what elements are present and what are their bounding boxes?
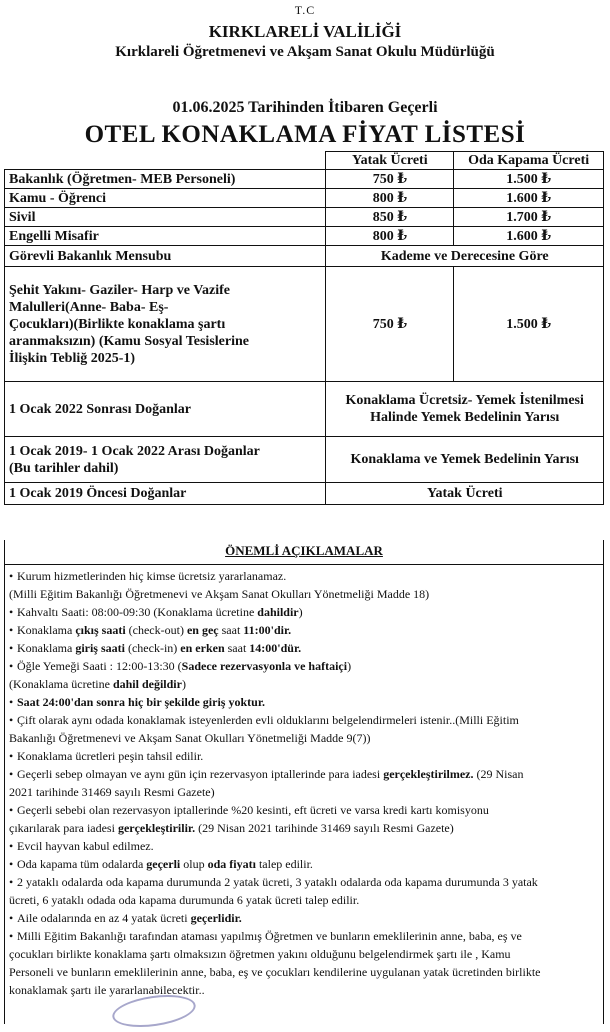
row-room-price: 1.700 ₺: [454, 208, 604, 227]
note-item: [9, 567, 599, 585]
bullet-icon: •: [9, 695, 14, 709]
row-bed-price: 850 ₺: [326, 208, 454, 227]
note-emphasis: 11:00'dir.: [243, 623, 292, 637]
header-governorship: KIRKLARELİ VALİLİĞİ: [208, 22, 402, 41]
note-item: [9, 783, 599, 801]
row-room-price: 1.600 ₺: [454, 189, 604, 208]
row-label: Engelli Misafir: [5, 227, 326, 246]
note-item: [9, 891, 599, 909]
row-label-born-2022: 1 Ocak 2022 Sonrası Doğanlar: [5, 382, 326, 437]
bullet-icon: •: [9, 569, 14, 583]
table-row: [5, 208, 604, 227]
note-emphasis: giriş saati: [75, 641, 125, 655]
bullet-icon: •: [9, 605, 14, 619]
price-table: [4, 151, 604, 505]
note-item: [9, 639, 599, 657]
note-text: Bakanlığı Öğretmenevi ve Akşam Sanat Okulları Yönetmeliği Madde 9(7)): [9, 731, 371, 745]
important-notes: [4, 540, 604, 1024]
note-item: [9, 585, 599, 603]
note-item: [9, 963, 599, 981]
born-2019-line: 1 Ocak 2019- 1 Ocak 2022 Arası Doğanlar: [9, 443, 260, 459]
note-text: (Milli Eğitim Bakanlığı Öğretmenevi ve Akşam Sanat Okulları Yönetmeliği Madde 18): [9, 587, 430, 601]
row-label-before-2019: 1 Ocak 2019 Öncesi Doğanlar: [5, 483, 326, 505]
note-emphasis: oda fiyatı: [207, 857, 256, 871]
price-table-header: [5, 152, 604, 170]
note-item: [9, 765, 599, 783]
note-emphasis: dahildir: [257, 605, 299, 619]
table-row-before-2019: [5, 483, 604, 505]
row-room-price: 1.600 ₺: [454, 227, 604, 246]
note-item: [9, 729, 599, 747]
note-item: [9, 603, 599, 621]
note-emphasis: gerçekleştirilir.: [117, 821, 196, 835]
bullet-icon: •: [9, 713, 14, 727]
note-text: Konaklama: [17, 623, 76, 637]
martyr-line: İlişkin Tebliğ 2025-1): [9, 350, 136, 366]
row-label: Bakanlık (Öğretmen- MEB Personeli): [5, 170, 326, 189]
note-text: Geçerli sebebi olan rezervasyon iptallerinde %20 kesinti, eft ücreti ve varsa kredi kartı komisyonu: [17, 803, 489, 817]
row-bed-price: 800 ₺: [326, 227, 454, 246]
note-text: (Konaklama ücretine: [9, 677, 113, 691]
note-item: [9, 981, 599, 999]
note-text: Öğle Yemeği Saati : 12:00-13:30 (: [17, 659, 182, 673]
table-row: [5, 189, 604, 208]
note-emphasis: dahil değildir: [112, 677, 182, 691]
row-label-born-2019: [5, 437, 326, 483]
martyr-line: Çocukları)(Birlikte konaklama şartı: [9, 316, 226, 332]
born-2022-rule: [326, 382, 604, 437]
note-text: Oda kapama tüm odalarda: [17, 857, 147, 871]
note-item: [9, 621, 599, 639]
note-item: [9, 693, 599, 711]
note-item: [9, 873, 599, 891]
born-2022-rule-line: Halinde Yemek Bedelinin Yarısı: [370, 410, 560, 425]
note-text: (29 Nisan: [473, 767, 524, 781]
bullet-icon: •: [9, 803, 14, 817]
note-text: talep edilir.: [255, 857, 313, 871]
note-text: Geçerli sebep olmayan ve aynı gün için rezervasyon iptallerinde para iadesi: [17, 767, 384, 781]
bullet-icon: •: [9, 767, 14, 781]
official-price-rule: Kademe ve Derecesine Göre: [326, 246, 604, 267]
row-label: Sivil: [5, 208, 326, 227]
note-emphasis: en geç: [186, 623, 219, 637]
before-2019-rule: Yatak Ücreti: [326, 483, 604, 505]
note-text: (check-in): [124, 641, 181, 655]
martyr-bed-price: 750 ₺: [326, 267, 454, 382]
table-row-born-2022: [5, 382, 604, 437]
header-school: Kırklareli Öğretmenevi ve Akşam Sanat Okulu Müdürlüğü: [115, 44, 495, 60]
note-emphasis: gerçekleştirilmez.: [383, 767, 474, 781]
note-item: [9, 819, 599, 837]
martyr-line: Şehit Yakını- Gaziler- Harp ve Vazife: [9, 282, 230, 298]
note-text: ): [347, 659, 352, 673]
table-row: [5, 227, 604, 246]
note-emphasis: geçerli: [146, 857, 181, 871]
note-text: (check-out): [125, 623, 187, 637]
note-text: ücreti, 6 yataklı odada oda kapama durumunda 6 yatak ücreti talep edilir.: [9, 893, 360, 907]
note-text: (29 Nisan 2021 tarihinde 31469 sayılı Resmi Gazete): [195, 821, 454, 835]
row-room-price: 1.500 ₺: [454, 170, 604, 189]
note-emphasis: 14:00'dür.: [249, 641, 302, 655]
row-bed-price: 750 ₺: [326, 170, 454, 189]
note-emphasis: en erken: [180, 641, 225, 655]
valid-from-date: 01.06.2025 Tarihinden İtibaren Geçerli: [172, 99, 438, 116]
page-title: OTEL KONAKLAMA FİYAT LİSTESİ: [84, 121, 526, 148]
table-row-martyr: [5, 267, 604, 382]
note-text: Konaklama: [17, 641, 76, 655]
bullet-icon: •: [9, 857, 14, 871]
note-item: [9, 747, 599, 765]
martyr-room-price: 1.500 ₺: [454, 267, 604, 382]
table-row: [5, 170, 604, 189]
notes-body: [5, 564, 603, 999]
note-emphasis: Sadece rezervasyonla ve haftaiçi: [181, 659, 348, 673]
note-item: [9, 855, 599, 873]
bullet-icon: •: [9, 875, 14, 889]
row-label-martyr: [5, 267, 326, 382]
note-text: Kahvaltı Saati: 08:00-09:30 (Konaklama ücretine: [17, 605, 258, 619]
note-item: [9, 801, 599, 819]
note-item: [9, 927, 599, 945]
born-2022-rule-line: Konaklama Ücretsiz- Yemek İstenilmesi: [345, 393, 584, 408]
bullet-icon: •: [9, 623, 14, 637]
martyr-line: Malulleri(Anne- Baba- Eş-: [9, 299, 169, 315]
note-text: 2 yataklı odalarda oda kapama durumunda 2 yatak ücreti, 3 yataklı odalarda oda kapama durumunda 3 yatak: [17, 875, 538, 889]
note-item: [9, 945, 599, 963]
note-emphasis: geçerlidir.: [190, 911, 242, 925]
row-label-official: Görevli Bakanlık Mensubu: [5, 246, 326, 267]
note-text: saat: [224, 641, 250, 655]
note-text: olup: [180, 857, 208, 871]
note-text: Personeli ve bunların emeklilerinin anne, baba, eş ve çocukları kendilerine uygulanan yatak ücretinden birlikte: [9, 965, 541, 979]
note-item: [9, 675, 599, 693]
note-text: Kurum hizmetlerinden hiç kimse ücretsiz yararlanamaz.: [17, 569, 287, 583]
col-header-room: Oda Kapama Ücreti: [454, 152, 604, 170]
note-text: Aile odalarında en az 4 yatak ücreti: [17, 911, 191, 925]
note-emphasis: Saat 24:00'dan sonra hiç bir şekilde giriş yoktur.: [17, 695, 266, 709]
note-text: konaklamak şartı ile yararlanabilecektir..: [9, 983, 205, 997]
note-text: Konaklama ücretleri peşin tahsil edilir.: [17, 749, 204, 763]
bullet-icon: •: [9, 659, 14, 673]
martyr-line: aranmaksızın) (Kamu Sosyal Tesislerine: [9, 333, 249, 349]
row-label: Kamu - Öğrenci: [5, 189, 326, 208]
header-tc: T.C: [294, 3, 316, 17]
bullet-icon: •: [9, 911, 14, 925]
note-text: çıkarılarak para iadesi: [9, 821, 118, 835]
table-row-official: [5, 246, 604, 267]
note-text: saat: [218, 623, 244, 637]
note-emphasis: çıkış saati: [75, 623, 126, 637]
note-text: ): [298, 605, 303, 619]
bullet-icon: •: [9, 839, 14, 853]
note-text: Milli Eğitim Bakanlığı tarafından ataması yapılmış Öğretmen ve bunların emeklilerinin anne, baba, eş ve: [17, 929, 522, 943]
born-2019-rule: Konaklama ve Yemek Bedelinin Yarısı: [326, 437, 604, 483]
note-text: Evcil hayvan kabul edilmez.: [17, 839, 154, 853]
bullet-icon: •: [9, 749, 14, 763]
note-text: ): [181, 677, 186, 691]
born-2019-line: (Bu tarihler dahil): [9, 460, 119, 476]
bullet-icon: •: [9, 641, 14, 655]
row-bed-price: 800 ₺: [326, 189, 454, 208]
note-item: [9, 657, 599, 675]
header-blank-cell: [5, 152, 326, 170]
note-item: [9, 711, 599, 729]
bullet-icon: •: [9, 929, 14, 943]
note-item: [9, 909, 599, 927]
notes-title: ÖNEMLİ AÇIKLAMALAR: [225, 543, 383, 558]
note-item: [9, 837, 599, 855]
note-text: çocukları birlikte konaklama şartı olmaksızın öğretmen yakını olduğunu belgelendirmek şartı ile , Kamu: [9, 947, 511, 961]
col-header-bed: Yatak Ücreti: [326, 152, 454, 170]
note-text: 2021 tarihinde 31469 sayılı Resmi Gazete): [9, 785, 215, 799]
table-row-born-2019: [5, 437, 604, 483]
note-text: Çift olarak aynı odada konaklamak isteyenlerden evli olduklarını belgelendirmeleri istenir..(Milli Eğitim: [17, 713, 519, 727]
